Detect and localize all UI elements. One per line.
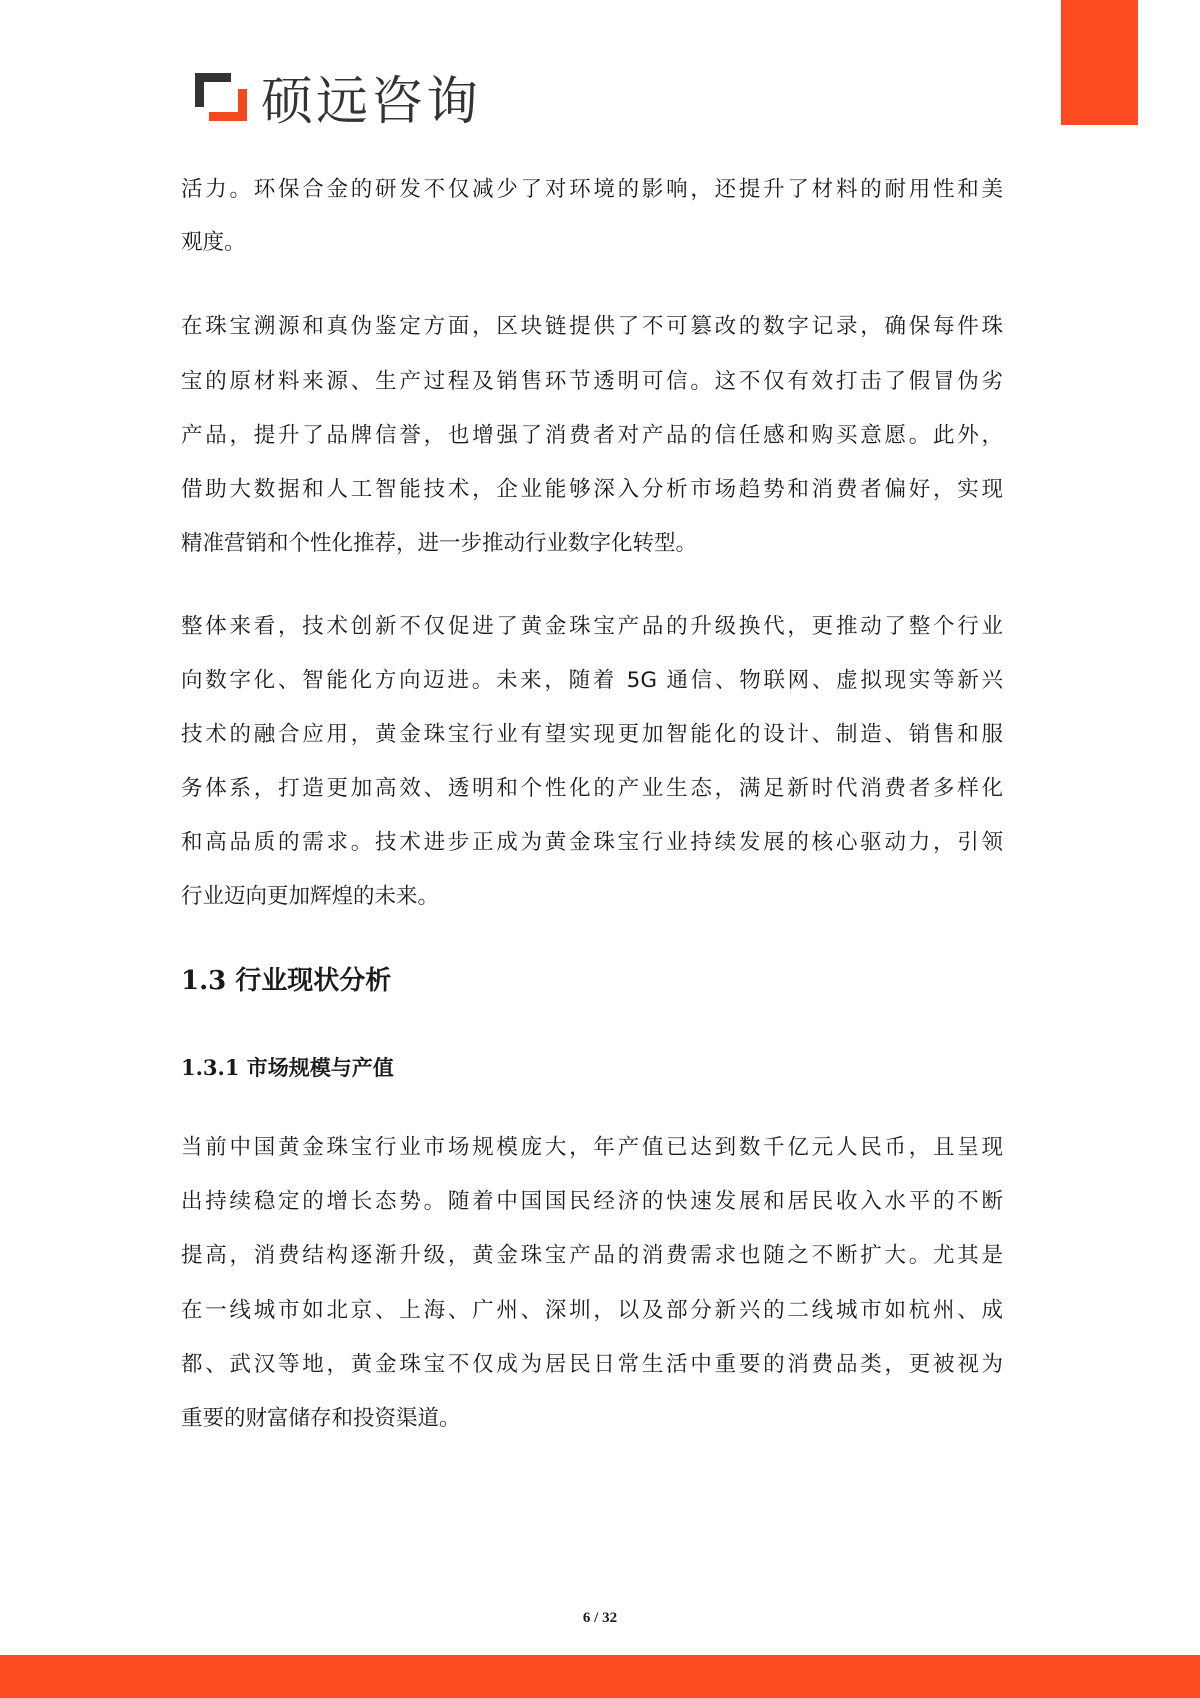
- page-number: 6 / 32: [582, 1610, 618, 1626]
- paragraph-line: 向数字化、智能化方向迈进。未来，随着 5G 通信、物联网、虚拟现实等新兴: [181, 668, 1003, 693]
- paragraph-line: 重要的财富储存和投资渠道。: [181, 1406, 461, 1431]
- paragraph-line: 都、武汉等地，黄金珠宝不仅成为居民日常生活中重要的消费品类，更被视为: [181, 1352, 1003, 1377]
- paragraph-line: 务体系，打造更加高效、透明和个性化的产业生态，满足新时代消费者多样化: [181, 776, 1003, 801]
- paragraph-line: 在一线城市如北京、上海、广州、深圳，以及部分新兴的二线城市如杭州、成: [181, 1298, 1003, 1323]
- company-logo: [195, 66, 482, 132]
- paragraph-line: 提高，消费结构逐渐升级，黄金珠宝产品的消费需求也随之不断扩大。尤其是: [181, 1243, 1003, 1268]
- paragraph-line: 行业迈向更加辉煌的未来。: [181, 884, 440, 909]
- paragraph-line: 在珠宝溯源和真伪鉴定方面，区块链提供了不可篡改的数字记录，确保每件珠: [181, 314, 1003, 339]
- footer-accent-bar: [0, 1655, 1200, 1698]
- subsection-heading: 1.3.1 市场规模与产值: [181, 1055, 394, 1080]
- logo-text: 硕远咨询: [261, 71, 482, 132]
- paragraph-line: 当前中国黄金珠宝行业市场规模庞大，年产值已达到数千亿元人民币，且呈现: [181, 1135, 1003, 1160]
- paragraph-line: 观度。: [181, 230, 246, 255]
- paragraph-line: 产品，提升了品牌信誉，也增强了消费者对产品的信任感和购买意愿。此外，: [181, 423, 1003, 448]
- paragraph-line: 精准营销和个性化推荐，进一步推动行业数字化转型。: [181, 531, 698, 556]
- logo-mark-icon: [195, 69, 249, 123]
- paragraph-line: 活力。环保合金的研发不仅减少了对环境的影响，还提升了材料的耐用性和美: [181, 177, 1003, 202]
- corner-accent-block: [1061, 0, 1138, 125]
- paragraph-line: 借助大数据和人工智能技术，企业能够深入分析市场趋势和消费者偏好，实现: [181, 477, 1003, 502]
- paragraph-line: 出持续稳定的增长态势。随着中国国民经济的快速发展和居民收入水平的不断: [181, 1189, 1003, 1214]
- paragraph-line: 技术的融合应用，黄金珠宝行业有望实现更加智能化的设计、制造、销售和服: [181, 722, 1003, 747]
- section-heading: 1.3 行业现状分析: [181, 966, 392, 996]
- paragraph-line: 和高品质的需求。技术进步正成为黄金珠宝行业持续发展的核心驱动力，引领: [181, 830, 1003, 855]
- paragraph-line: 宝的原材料来源、生产过程及销售环节透明可信。这不仅有效打击了假冒伪劣: [181, 369, 1003, 394]
- paragraph-line: 整体来看，技术创新不仅促进了黄金珠宝产品的升级换代，更推动了整个行业: [181, 614, 1003, 639]
